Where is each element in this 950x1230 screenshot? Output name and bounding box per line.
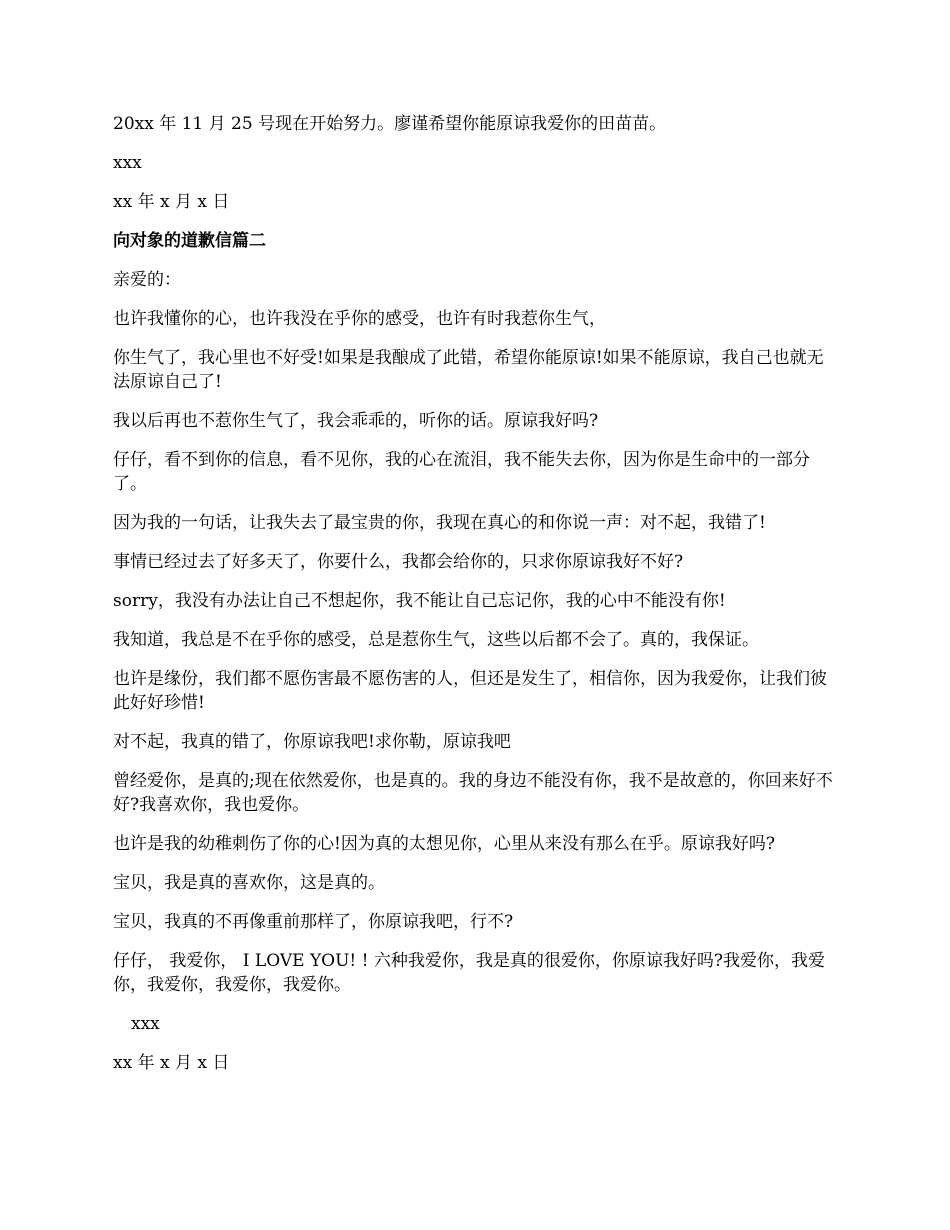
paragraph: 曾经爱你，是真的;现在依然爱你，也是真的。我的身边不能没有你，我不是故意的，你回来好不好?我喜欢你，我也爱你。 [113, 771, 833, 815]
signature-name: xxx [113, 153, 142, 173]
paragraph: 宝贝，我是真的喜欢你，这是真的。 [113, 873, 385, 893]
paragraph: 仔仔， 我爱你， I LOVE YOU! ! 六种我爱你，我是真的很爱你，你原谅我好吗?我爱你，我爱你，我爱你，我爱你，我爱你。 [113, 951, 826, 995]
paragraph: 也许是我的幼稚刺伤了你的心!因为真的太想见你，心里从来没有那么在乎。原谅我好吗? [113, 834, 775, 854]
paragraph: 你生气了，我心里也不好受!如果是我酿成了此错，希望你能原谅!如果不能原谅，我自己也就无法原谅自己了! [113, 348, 824, 392]
paragraph: 因为我的一句话，让我失去了最宝贵的你，我现在真心的和你说一声：对不起，我错了! [113, 513, 766, 533]
paragraph: 也许是缘份，我们都不愿伤害最不愿伤害的人，但还是发生了，相信你，因为我爱你，让我们彼此好好珍惜! [113, 669, 827, 713]
document-body [113, 112, 840, 1090]
closing-signature-date: xx 年 x 月 x 日 [113, 1053, 230, 1073]
salutation: 亲爱的： [113, 270, 181, 290]
paragraph: sorry，我没有办法让自己不想起你，我不能让自己忘记你，我的心中不能没有你! [113, 591, 726, 611]
paragraph-date-note: 20xx 年 11 月 25 号现在开始努力。廖谨希望你能原谅我爱你的田苗苗。 [113, 114, 667, 134]
paragraph: 事情已经过去了好多天了，你要什么，我都会给你的，只求你原谅我好不好? [113, 552, 684, 572]
section-heading: 向对象的道歉信篇二 [113, 231, 266, 251]
paragraph: 仔仔，看不到你的信息，看不见你，我的心在流泪，我不能失去你，因为你是生命中的一部分了。 [113, 450, 810, 494]
paragraph: 对不起，我真的错了，你原谅我吧!求你勒，原谅我吧 [113, 732, 511, 752]
paragraph: 宝贝，我真的不再像重前那样了，你原谅我吧，行不? [113, 912, 514, 932]
paragraph: 我知道，我总是不在乎你的感受，总是惹你生气，这些以后都不会了。真的，我保证。 [113, 630, 759, 650]
closing-signature-name: xxx [131, 1014, 160, 1034]
paragraph: 也许我懂你的心，也许我没在乎你的感受，也许有时我惹你生气， [113, 309, 606, 329]
paragraph: 我以后再也不惹你生气了，我会乖乖的，听你的话。原谅我好吗? [113, 411, 599, 431]
signature-date: xx 年 x 月 x 日 [113, 192, 230, 212]
